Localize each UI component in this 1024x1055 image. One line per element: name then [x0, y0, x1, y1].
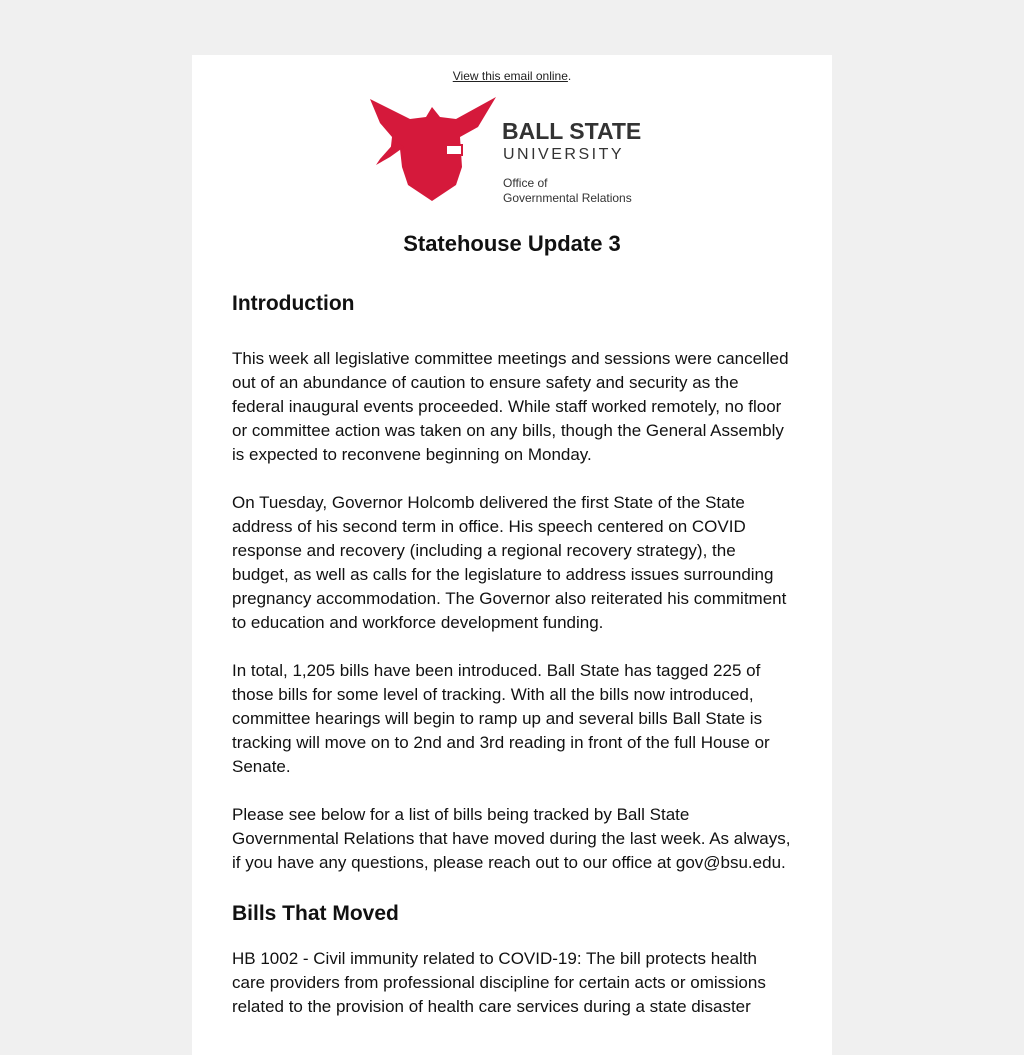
logo-line1: BALL STATE	[502, 118, 642, 144]
ball-state-logo	[370, 97, 656, 209]
email-card	[192, 55, 832, 1055]
logo-line3: Office of	[503, 176, 548, 190]
view-online-link[interactable]: View this email online	[452, 69, 568, 83]
intro-heading: Introduction	[232, 292, 355, 315]
page-title: Statehouse Update 3	[403, 231, 621, 256]
intro-paragraph: In total, 1,205 bills have been introduced. Ball State has tagged 225 of those bills for some level of tracking. With all the bills now introduced, committee hearings will begin to ramp up and several bills Ball State is tracking will move on to 2nd and 3rd reading in front of the full House or Senate.	[232, 661, 770, 776]
logo-line2: UNIVERSITY	[503, 146, 625, 163]
intro-paragraph: On Tuesday, Governor Holcomb delivered the first State of the State address of his second term in office. His speech centered on COVID response and recovery (including a regional recovery strategy), the budget, as well as calls for the legislature to address issues surrounding pregnancy accommodation. The Governor also reiterated his commitment to education and workforce development funding.	[232, 493, 787, 632]
view-online-line	[192, 69, 832, 83]
email-body	[232, 289, 794, 1043]
cardinal-shield-icon	[370, 97, 496, 201]
bill-item: HB 1002 - Civil immunity related to COVID-19: The bill protects health care providers from professional discipline for certain acts or omissions related to the provision of health care services during a state disaster	[232, 949, 766, 1016]
intro-paragraph: This week all legislative committee meetings and sessions were cancelled out of an abundance of caution to ensure safety and security as the federal inaugural events proceeded. While staff worked remotely, no floor or committee action was taken on any bills, though the General Assembly is expected to reconvene beginning on Monday.	[232, 349, 789, 464]
period: .	[567, 69, 572, 83]
logo-line4: Governmental Relations	[503, 191, 632, 205]
bills-heading: Bills That Moved	[232, 902, 399, 925]
intro-paragraph: Please see below for a list of bills being tracked by Ball State Governmental Relations that have moved during the last week. As always, if you have any questions, please reach out to our office at gov@bsu.edu.	[232, 805, 791, 872]
